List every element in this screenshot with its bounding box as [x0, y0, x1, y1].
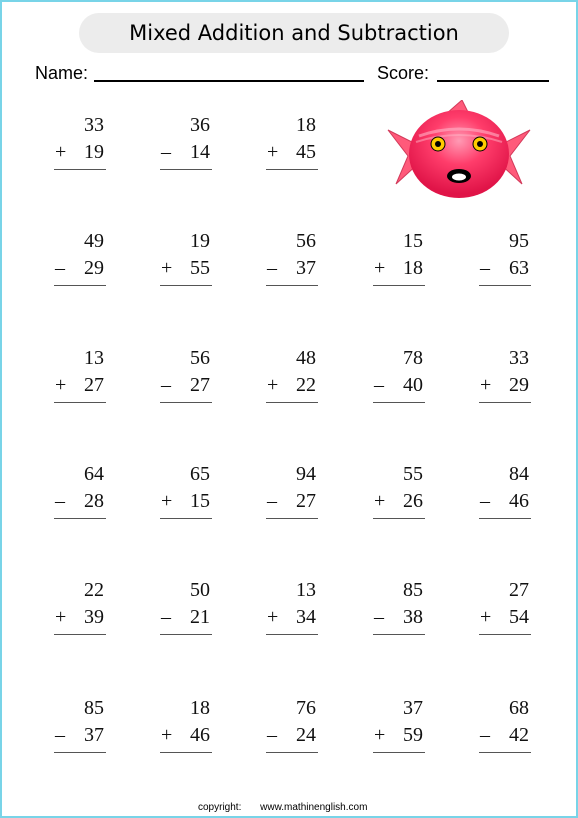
problem-operator: – — [161, 374, 171, 396]
answer-line — [266, 169, 318, 170]
problem-bottom-number: 38 — [403, 606, 423, 628]
problem-operator: – — [267, 257, 277, 279]
name-label: Name: — [35, 63, 89, 83]
answer-line — [266, 402, 318, 403]
answer-line — [266, 634, 318, 635]
problem-top-number: 36 — [190, 114, 210, 136]
answer-line — [54, 402, 106, 403]
problem-top-number: 84 — [509, 463, 529, 485]
math-problem — [266, 230, 318, 290]
problem-bottom-number: 29 — [509, 374, 529, 396]
problem-top-number: 48 — [296, 347, 316, 369]
problem-top-number: 15 — [403, 230, 423, 252]
problem-operator: + — [480, 606, 492, 628]
problem-bottom-number: 27 — [190, 374, 210, 396]
problem-operator: + — [55, 374, 67, 396]
answer-line — [54, 752, 106, 753]
problem-operator: – — [480, 257, 490, 279]
problem-bottom-number: 27 — [84, 374, 104, 396]
math-problem — [54, 463, 106, 523]
math-problem — [266, 347, 318, 407]
footer — [198, 802, 367, 813]
score-field-line — [437, 80, 549, 82]
problem-bottom-number: 19 — [84, 141, 104, 163]
problem-operator: – — [267, 724, 277, 746]
footer-url[interactable]: www.mathinenglish.com — [260, 802, 368, 813]
problem-bottom-number: 37 — [296, 257, 316, 279]
problem-operator: – — [480, 490, 490, 512]
problem-top-number: 13 — [84, 347, 104, 369]
math-problem — [160, 114, 212, 174]
problem-top-number: 18 — [296, 114, 316, 136]
name-field-line — [94, 80, 364, 82]
problem-top-number: 65 — [190, 463, 210, 485]
problem-operator: + — [267, 374, 279, 396]
answer-line — [373, 752, 425, 753]
problem-operator: – — [55, 257, 65, 279]
problem-top-number: 49 — [84, 230, 104, 252]
fish-body — [409, 110, 509, 198]
answer-line — [479, 634, 531, 635]
math-problem — [266, 579, 318, 639]
answer-line — [373, 518, 425, 519]
problem-top-number: 94 — [296, 463, 316, 485]
problem-top-number: 56 — [190, 347, 210, 369]
answer-line — [479, 518, 531, 519]
problem-top-number: 55 — [403, 463, 423, 485]
answer-line — [160, 634, 212, 635]
problem-top-number: 85 — [403, 579, 423, 601]
problem-top-number: 37 — [403, 697, 423, 719]
math-problem — [160, 697, 212, 757]
problem-top-number: 18 — [190, 697, 210, 719]
problem-bottom-number: 24 — [296, 724, 316, 746]
answer-line — [160, 402, 212, 403]
answer-line — [160, 752, 212, 753]
problem-operator: + — [55, 141, 67, 163]
problem-operator: – — [374, 374, 384, 396]
problem-operator: – — [161, 606, 171, 628]
problem-operator: – — [267, 490, 277, 512]
math-problem — [160, 463, 212, 523]
problem-bottom-number: 26 — [403, 490, 423, 512]
math-problem — [479, 697, 531, 757]
problem-operator: + — [55, 606, 67, 628]
problem-operator: + — [374, 257, 386, 279]
problem-bottom-number: 34 — [296, 606, 316, 628]
problem-top-number: 22 — [84, 579, 104, 601]
problem-top-number: 19 — [190, 230, 210, 252]
problem-operator: + — [267, 141, 279, 163]
math-problem — [373, 463, 425, 523]
answer-line — [54, 634, 106, 635]
problem-operator: + — [161, 490, 173, 512]
answer-line — [479, 402, 531, 403]
problem-operator: – — [55, 490, 65, 512]
math-problem — [54, 230, 106, 290]
math-problem — [373, 579, 425, 639]
problem-bottom-number: 27 — [296, 490, 316, 512]
problem-bottom-number: 21 — [190, 606, 210, 628]
problem-operator: – — [55, 724, 65, 746]
answer-line — [266, 518, 318, 519]
problem-bottom-number: 22 — [296, 374, 316, 396]
answer-line — [479, 285, 531, 286]
answer-line — [160, 518, 212, 519]
math-problem — [160, 579, 212, 639]
problem-top-number: 64 — [84, 463, 104, 485]
math-problem — [373, 697, 425, 757]
problem-bottom-number: 59 — [403, 724, 423, 746]
answer-line — [160, 285, 212, 286]
footer-copyright: copyright: — [198, 802, 242, 813]
problem-operator: + — [374, 490, 386, 512]
problem-top-number: 85 — [84, 697, 104, 719]
answer-line — [373, 634, 425, 635]
math-problem — [54, 114, 106, 174]
math-problem — [373, 347, 425, 407]
problem-bottom-number: 37 — [84, 724, 104, 746]
answer-line — [479, 752, 531, 753]
answer-line — [266, 285, 318, 286]
math-problem — [54, 697, 106, 757]
problem-bottom-number: 18 — [403, 257, 423, 279]
problem-top-number: 33 — [84, 114, 104, 136]
answer-line — [373, 402, 425, 403]
problem-bottom-number: 28 — [84, 490, 104, 512]
problem-top-number: 76 — [296, 697, 316, 719]
problem-bottom-number: 29 — [84, 257, 104, 279]
problem-operator: – — [161, 141, 171, 163]
problem-bottom-number: 55 — [190, 257, 210, 279]
worksheet-title: Mixed Addition and Subtraction — [79, 13, 509, 53]
problem-bottom-number: 63 — [509, 257, 529, 279]
problem-top-number: 13 — [296, 579, 316, 601]
problem-bottom-number: 42 — [509, 724, 529, 746]
problem-bottom-number: 45 — [296, 141, 316, 163]
math-problem — [373, 230, 425, 290]
problem-bottom-number: 54 — [509, 606, 529, 628]
answer-line — [54, 518, 106, 519]
problem-operator: + — [161, 257, 173, 279]
math-problem — [266, 114, 318, 174]
answer-line — [160, 169, 212, 170]
answer-line — [266, 752, 318, 753]
answer-line — [54, 285, 106, 286]
problem-operator: – — [374, 606, 384, 628]
problem-bottom-number: 40 — [403, 374, 423, 396]
problem-bottom-number: 46 — [190, 724, 210, 746]
problem-bottom-number: 46 — [509, 490, 529, 512]
math-problem — [479, 579, 531, 639]
problem-top-number: 95 — [509, 230, 529, 252]
problem-bottom-number: 15 — [190, 490, 210, 512]
problem-operator: + — [267, 606, 279, 628]
problem-top-number: 33 — [509, 347, 529, 369]
math-problem — [160, 347, 212, 407]
math-problem — [479, 230, 531, 290]
problem-operator: – — [480, 724, 490, 746]
problem-operator: + — [374, 724, 386, 746]
problem-top-number: 27 — [509, 579, 529, 601]
problem-top-number: 56 — [296, 230, 316, 252]
math-problem — [266, 697, 318, 757]
math-problem — [479, 347, 531, 407]
problem-top-number: 78 — [403, 347, 423, 369]
red-fish-icon — [386, 100, 532, 200]
problem-top-number: 50 — [190, 579, 210, 601]
answer-line — [373, 285, 425, 286]
math-problem — [266, 463, 318, 523]
problem-bottom-number: 14 — [190, 141, 210, 163]
math-problem — [54, 347, 106, 407]
problem-bottom-number: 39 — [84, 606, 104, 628]
math-problem — [160, 230, 212, 290]
problem-operator: + — [161, 724, 173, 746]
math-problem — [479, 463, 531, 523]
problem-top-number: 68 — [509, 697, 529, 719]
math-problem — [54, 579, 106, 639]
answer-line — [54, 169, 106, 170]
problem-operator: + — [480, 374, 492, 396]
score-label: Score: — [377, 63, 430, 83]
